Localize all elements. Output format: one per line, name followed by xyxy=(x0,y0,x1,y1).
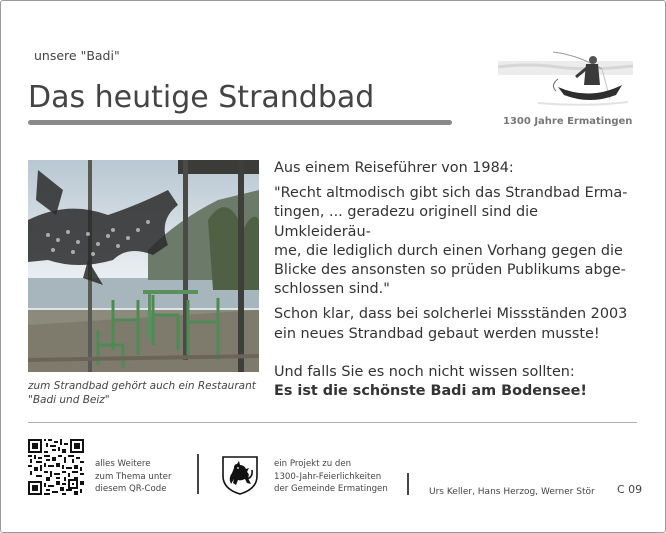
qr-code[interactable] xyxy=(28,439,84,495)
comment-line: Schon klar, dass bei solcherlei Missständen 2003 xyxy=(274,306,628,323)
quote-line: tingen, ... geradezu originell sind die Umkleideräu- xyxy=(274,204,538,240)
project-line: ein Projekt zu den xyxy=(274,459,352,469)
project-line: 1300-Jahr-Feierlichkeiten xyxy=(274,471,382,482)
municipal-crest xyxy=(222,456,258,495)
comment-line: ein neues Strandbad gebaut werden musste! xyxy=(274,325,600,342)
qr-code-icon xyxy=(28,439,84,495)
closing-statement: Es ist die schönste Badi am Bodensee! xyxy=(274,383,587,400)
comment-paragraph xyxy=(274,305,629,343)
caption-line-1: zum Strandbad gehört auch ein Restaurant xyxy=(28,380,256,392)
qr-hint-line: alles Weitere xyxy=(95,459,151,469)
footer-divider xyxy=(28,422,637,423)
restaurant-photo-image xyxy=(28,160,259,372)
quote-paragraph xyxy=(274,184,629,299)
closing-intro: Und falls Sie es noch nicht wissen sollten: xyxy=(274,363,575,380)
qr-hint xyxy=(95,458,172,496)
title-underline xyxy=(28,120,452,125)
qr-hint-line: diesem QR-Code xyxy=(95,484,167,494)
project-note xyxy=(274,458,388,496)
quote-line: "Recht altmodisch gibt sich das Strandbad Erma- xyxy=(274,185,628,202)
photo-caption xyxy=(28,379,268,407)
quote-line: me, die lediglich durch einen Vorhang gegen die xyxy=(274,242,623,259)
footer-separator xyxy=(197,454,199,494)
crest-icon xyxy=(222,456,258,495)
qr-hint-line: zum Thema unter xyxy=(95,471,172,482)
fisherman-boat-icon xyxy=(498,47,633,129)
closing-paragraph xyxy=(274,363,629,401)
kicker-label: unsere "Badi" xyxy=(34,48,120,63)
authors: Urs Keller, Hans Herzog, Werner Stör xyxy=(429,487,595,497)
quote-line: schlossen sind." xyxy=(274,281,390,298)
article-body xyxy=(274,159,629,407)
caption-line-2: "Badi und Beiz" xyxy=(28,394,110,406)
logo-text: 1300 Jahre Ermatingen xyxy=(503,116,633,127)
project-line: der Gemeinde Ermatingen xyxy=(274,484,388,494)
quote-line: Blicke des ansonsten so prüden Publikums abge- xyxy=(274,262,626,279)
intro-line: Aus einem Reiseführer von 1984: xyxy=(274,160,514,176)
anniversary-logo xyxy=(498,47,633,129)
page-title: Das heutige Strandbad xyxy=(28,80,375,115)
footer-separator xyxy=(407,473,409,495)
panel-code: C 09 xyxy=(617,483,643,496)
restaurant-photo xyxy=(28,160,259,372)
